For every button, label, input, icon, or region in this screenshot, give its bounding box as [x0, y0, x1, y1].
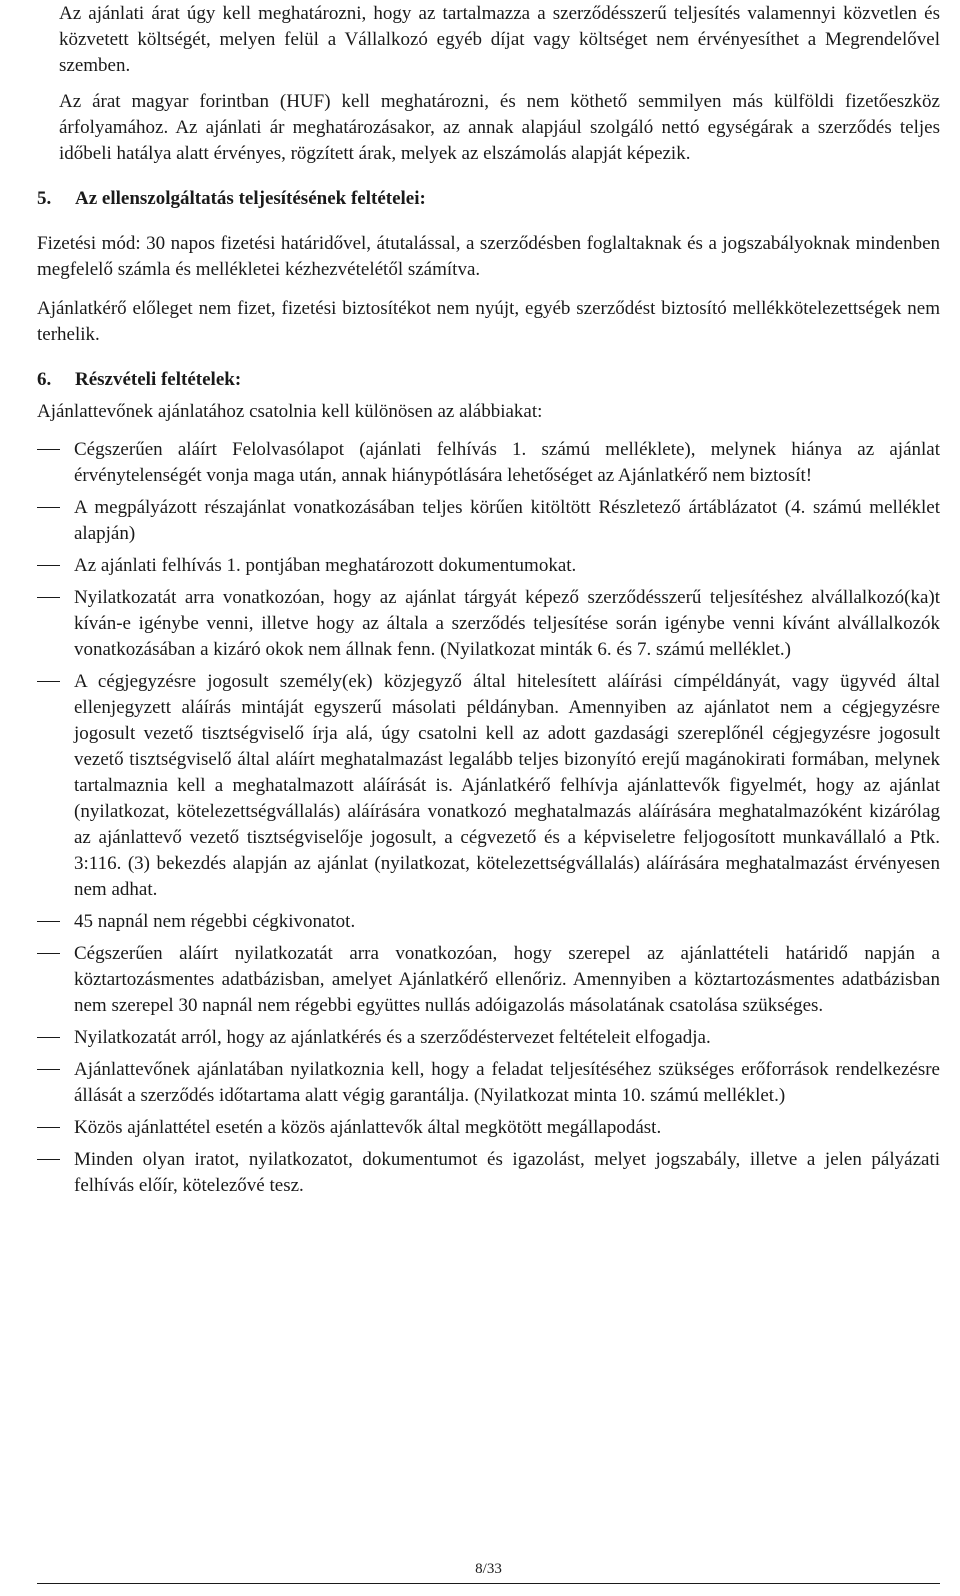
list-item	[37, 495, 940, 547]
section-5	[37, 186, 940, 348]
section-5-heading	[37, 186, 940, 212]
list-item-text: Cégszerűen aláírt Felolvasólapot (ajánlati felhívás 1. számú melléklete), melynek hiánya az ajánlat érvénytelenségét vonja maga után, annak hiánypótlására lehetőséget az Ajánlatkérő nem biztosít!	[74, 439, 940, 486]
section-5-title: Az ellenszolgáltatás teljesítésének feltételei:	[75, 188, 426, 209]
dash-bullet-icon	[37, 565, 60, 566]
list-item-text: Nyilatkozatát arról, hogy az ajánlatkérés és a szerződéstervezet feltételeit elfogadja.	[74, 1027, 711, 1048]
dash-bullet-icon	[37, 507, 60, 508]
intro-paragraph-1: Az ajánlati árat úgy kell meghatározni, hogy az tartalmazza a szerződésszerű teljesítés valamennyi közvetlen és közvetett költségét, melyen felül a Vállalkozó egyéb díjat vagy költséget nem érvényesíthet a Megrendelővel szemben.	[59, 3, 940, 76]
footer-rule	[37, 1583, 940, 1584]
section-6-number: 6.	[37, 369, 52, 390]
list-item	[37, 941, 940, 1019]
dash-bullet-icon	[37, 681, 60, 682]
page-number: 8/33	[475, 1561, 502, 1577]
section-6-intro: Ajánlattevőnek ajánlatához csatolnia kell különösen az alábbiakat:	[37, 401, 543, 422]
section-6-title: Részvételi feltételek:	[75, 369, 242, 390]
list-item	[37, 585, 940, 663]
dash-bullet-icon	[37, 1127, 60, 1128]
list-item-text: Az ajánlati felhívás 1. pontjában meghatározott dokumentumokat.	[74, 555, 577, 576]
list-item-text: 45 napnál nem régebbi cégkivonatot.	[74, 911, 356, 932]
list-item-text: Cégszerűen aláírt nyilatkozatát arra vonatkozóan, hogy szerepel az ajánlattételi határidő napján a köztartozásmentes adatbázisban, amelyet Ajánlatkérő ellenőriz. Amennyiben a köztartozásmentes adatbázisban nem szerepel 30 napnál nem régebbi együttes nullás adóigazolás másolatának csatolása szükséges.	[74, 943, 940, 1016]
section-6	[37, 367, 940, 1199]
dash-bullet-icon	[37, 1069, 60, 1070]
list-item	[37, 553, 940, 579]
list-item	[37, 909, 940, 935]
dash-bullet-icon	[37, 953, 60, 954]
dash-bullet-icon	[37, 597, 60, 598]
dash-bullet-icon	[37, 449, 60, 450]
list-item-text: Ajánlattevőnek ajánlatában nyilatkoznia kell, hogy a feladat teljesítéséhez szükséges erőforrások rendelkezésre állását a szerződés időtartama alatt végig garantálja. (Nyilatkozat minta 10. számú melléklet.)	[74, 1059, 940, 1106]
document-page	[37, 0, 940, 1199]
list-item	[37, 437, 940, 489]
intro-block	[37, 1, 940, 167]
dash-bullet-icon	[37, 921, 60, 922]
section-5-number: 5.	[37, 188, 52, 209]
section-6-heading	[37, 367, 940, 393]
list-item	[37, 1025, 940, 1051]
list-item	[37, 669, 940, 903]
list-item	[37, 1147, 940, 1199]
section-5-paragraph-2: Ajánlatkérő előleget nem fizet, fizetési biztosítékot nem nyújt, egyéb szerződést biztosító mellékkötelezettségek nem terhelik.	[37, 298, 940, 345]
requirements-list	[37, 437, 940, 1199]
intro-paragraph-2: Az árat magyar forintban (HUF) kell meghatározni, és nem köthető semmilyen más külföldi fizetőeszköz árfolyamához. Az ajánlati ár meghatározásakor, az annak alapjául szolgáló nettó egységárak a szerződés teljes időbeli hatálya alatt érvényes, rögzített árak, melyek az elszámolás alapját képezik.	[59, 91, 940, 164]
list-item	[37, 1115, 940, 1141]
list-item-text: Közös ajánlattétel esetén a közös ajánlattevők által megkötött megállapodást.	[74, 1117, 662, 1138]
dash-bullet-icon	[37, 1037, 60, 1038]
list-item-text: Nyilatkozatát arra vonatkozóan, hogy az ajánlat tárgyát képező szerződésszerű teljesítéshez alvállalkozó(ka)t kíván-e igénybe venni, illetve hogy az általa a szerződés teljesítése során igénybe venni kívánt alvállalkozók vonatkozásában a kizáró okok nem állnak fenn. (Nyilatkozat minták 6. és 7. számú melléklet.)	[74, 587, 940, 660]
list-item-text: A megpályázott részajánlat vonatkozásában teljes körűen kitöltött Részletező ártáblázatot (4. számú melléklet alapján)	[74, 497, 940, 544]
list-item	[37, 1057, 940, 1109]
list-item-text: Minden olyan iratot, nyilatkozatot, dokumentumot és igazolást, melyet jogszabály, illetve a jelen pályázati felhívás előír, kötelezővé tesz.	[74, 1149, 940, 1196]
page-footer	[37, 1561, 940, 1591]
list-item-text: A cégjegyzésre jogosult személy(ek) közjegyző által hitelesített aláírási címpéldányát, vagy ügyvéd által ellenjegyzett aláírás mintáját egyszerű másolati példányban. Amennyiben az ajánlatot nem a cégjegyzésre jogosult vezető tisztségviselő írja alá, úgy csatolni kell az adott gazdasági szereplőnél cégjegyzésre jogosult vezető tisztségviselő által aláírt meghatalmazást legalább teljes bizonyító erejű magánokirati formában, melynek tartalmaznia kell a meghatalmazott aláírását is. Ajánlatkérő felhívja ajánlattevők figyelmét, hogy az ajánlat (nyilatkozat, kötelezettségvállalás) aláírására vonatkozó meghatalmazás aláírására meghatalmazóként kizárólag az ajánlattevő vezető tisztségviselője jogosult, a cégvezető és a képviseletre feljogosított munkavállaló a Ptk. 3:116. (3) bekezdés alapján az ajánlat (nyilatkozat, kötelezettségvállalás) aláírására meghatalmazást érvényesen nem adhat.	[74, 671, 940, 900]
dash-bullet-icon	[37, 1159, 60, 1160]
section-5-paragraph-1: Fizetési mód: 30 napos fizetési határidővel, átutalással, a szerződésben foglaltaknak és a jogszabályoknak mindenben megfelelő számla és mellékletei kézhezvételétől számítva.	[37, 233, 940, 280]
